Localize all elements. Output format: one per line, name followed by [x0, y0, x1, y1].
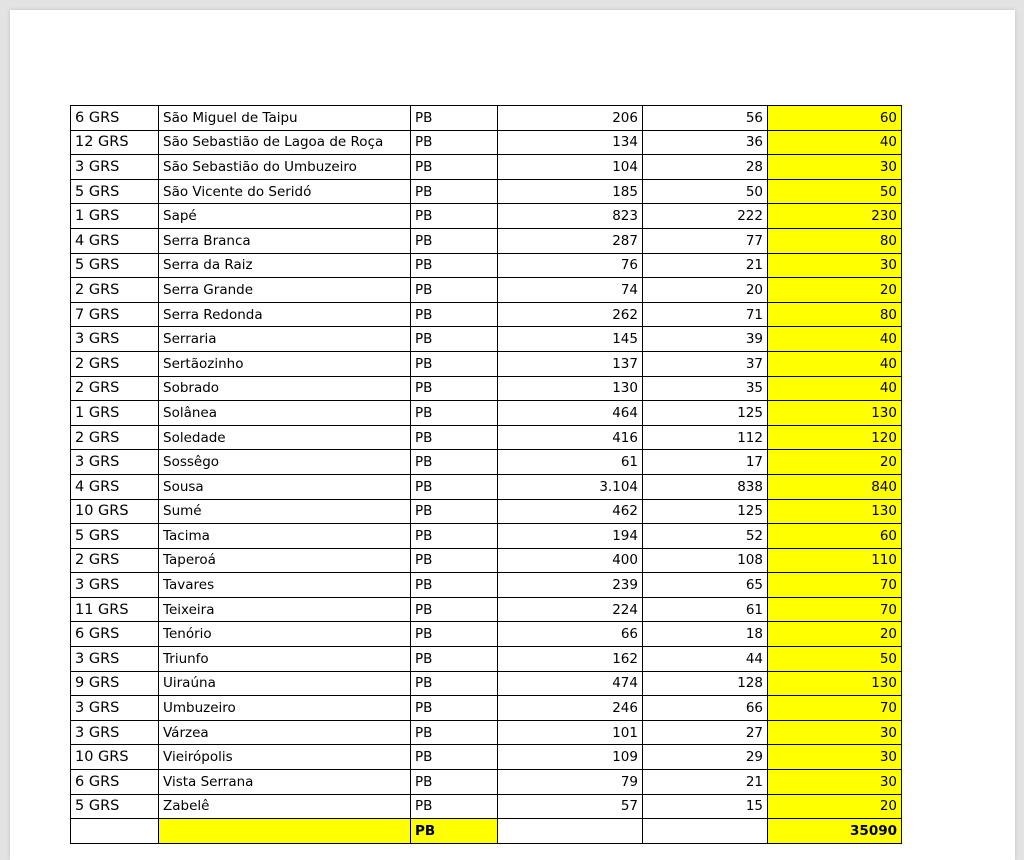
grs-cell: 5 GRS [71, 179, 159, 204]
grs-cell: 3 GRS [71, 450, 159, 475]
state-cell: PB [411, 499, 498, 524]
value2-cell: 77 [643, 228, 768, 253]
grs-cell: 2 GRS [71, 278, 159, 303]
value2-cell: 61 [643, 597, 768, 622]
state-cell: PB [411, 794, 498, 819]
state-cell: PB [411, 720, 498, 745]
value2-cell: 17 [643, 450, 768, 475]
grs-cell: 1 GRS [71, 401, 159, 426]
value3-cell: 20 [768, 450, 902, 475]
value1-cell: 464 [498, 401, 643, 426]
value2-cell: 128 [643, 671, 768, 696]
value2-cell: 56 [643, 106, 768, 131]
value1-cell: 462 [498, 499, 643, 524]
value1-cell: 823 [498, 204, 643, 229]
value1-cell: 130 [498, 376, 643, 401]
value3-cell: 70 [768, 573, 902, 598]
value3-cell: 80 [768, 228, 902, 253]
municipality-cell: Sertãozinho [159, 351, 411, 376]
municipality-cell: Tavares [159, 573, 411, 598]
grs-cell: 2 GRS [71, 548, 159, 573]
table-row [71, 597, 902, 622]
state-cell: PB [411, 647, 498, 672]
value3-cell: 70 [768, 597, 902, 622]
grs-cell: 4 GRS [71, 474, 159, 499]
total-municipality-cell [159, 819, 411, 844]
municipality-cell: Tacima [159, 524, 411, 549]
value3-cell: 130 [768, 401, 902, 426]
value1-cell: 134 [498, 130, 643, 155]
value3-cell: 230 [768, 204, 902, 229]
value1-cell: 400 [498, 548, 643, 573]
table-row [71, 106, 902, 131]
value2-cell: 66 [643, 696, 768, 721]
value1-cell: 206 [498, 106, 643, 131]
state-cell: PB [411, 696, 498, 721]
municipality-cell: Vista Serrana [159, 770, 411, 795]
value1-cell: 57 [498, 794, 643, 819]
value3-cell: 20 [768, 622, 902, 647]
state-cell: PB [411, 425, 498, 450]
value3-cell: 60 [768, 106, 902, 131]
value2-cell: 125 [643, 499, 768, 524]
table-row [71, 720, 902, 745]
value3-cell: 120 [768, 425, 902, 450]
grs-cell: 4 GRS [71, 228, 159, 253]
value2-cell: 37 [643, 351, 768, 376]
grs-cell: 3 GRS [71, 327, 159, 352]
state-cell: PB [411, 548, 498, 573]
municipality-cell: Teixeira [159, 597, 411, 622]
grs-cell: 3 GRS [71, 647, 159, 672]
table-row [71, 671, 902, 696]
value1-cell: 145 [498, 327, 643, 352]
value3-cell: 80 [768, 302, 902, 327]
table-row [71, 425, 902, 450]
state-cell: PB [411, 106, 498, 131]
value1-cell: 101 [498, 720, 643, 745]
value3-cell: 30 [768, 253, 902, 278]
value1-cell: 66 [498, 622, 643, 647]
table-row [71, 204, 902, 229]
value1-cell: 262 [498, 302, 643, 327]
value1-cell: 246 [498, 696, 643, 721]
value1-cell: 162 [498, 647, 643, 672]
state-cell: PB [411, 597, 498, 622]
value1-cell: 287 [498, 228, 643, 253]
municipality-cell: Serra Redonda [159, 302, 411, 327]
table-row [71, 524, 902, 549]
value1-cell: 185 [498, 179, 643, 204]
table-row [71, 351, 902, 376]
value3-cell: 30 [768, 770, 902, 795]
value1-cell: 239 [498, 573, 643, 598]
total-value2-cell [643, 819, 768, 844]
grs-cell: 5 GRS [71, 794, 159, 819]
municipality-cell: Zabelê [159, 794, 411, 819]
value2-cell: 44 [643, 647, 768, 672]
state-cell: PB [411, 155, 498, 180]
value3-cell: 110 [768, 548, 902, 573]
value3-cell: 40 [768, 351, 902, 376]
value2-cell: 18 [643, 622, 768, 647]
table-row [71, 376, 902, 401]
table-row [71, 622, 902, 647]
municipality-cell: Taperoá [159, 548, 411, 573]
municipality-cell: São Vicente do Seridó [159, 179, 411, 204]
state-cell: PB [411, 474, 498, 499]
municipality-cell: São Miguel de Taipu [159, 106, 411, 131]
state-cell: PB [411, 228, 498, 253]
state-cell: PB [411, 450, 498, 475]
value2-cell: 20 [643, 278, 768, 303]
total-value1-cell [498, 819, 643, 844]
municipality-cell: São Sebastião do Umbuzeiro [159, 155, 411, 180]
value1-cell: 474 [498, 671, 643, 696]
table-row [71, 179, 902, 204]
table-row [71, 548, 902, 573]
state-cell: PB [411, 401, 498, 426]
municipality-cell: Serra Branca [159, 228, 411, 253]
value3-cell: 20 [768, 278, 902, 303]
grs-cell: 9 GRS [71, 671, 159, 696]
table-row [71, 450, 902, 475]
value2-cell: 35 [643, 376, 768, 401]
municipality-cell: Tenório [159, 622, 411, 647]
value2-cell: 21 [643, 770, 768, 795]
state-cell: PB [411, 327, 498, 352]
value1-cell: 79 [498, 770, 643, 795]
value1-cell: 74 [498, 278, 643, 303]
table-row [71, 696, 902, 721]
state-cell: PB [411, 351, 498, 376]
grs-cell: 2 GRS [71, 376, 159, 401]
state-cell: PB [411, 253, 498, 278]
value2-cell: 125 [643, 401, 768, 426]
value2-cell: 50 [643, 179, 768, 204]
total-row [71, 819, 902, 844]
table-row [71, 278, 902, 303]
municipality-cell: Triunfo [159, 647, 411, 672]
grs-cell: 3 GRS [71, 696, 159, 721]
value2-cell: 29 [643, 745, 768, 770]
table-row [71, 155, 902, 180]
value3-cell: 60 [768, 524, 902, 549]
state-cell: PB [411, 130, 498, 155]
table-row [71, 499, 902, 524]
value2-cell: 39 [643, 327, 768, 352]
value3-cell: 30 [768, 720, 902, 745]
table-row [71, 474, 902, 499]
value2-cell: 222 [643, 204, 768, 229]
grs-cell: 2 GRS [71, 425, 159, 450]
grs-cell: 7 GRS [71, 302, 159, 327]
total-state-cell: PB [411, 819, 498, 844]
value1-cell: 416 [498, 425, 643, 450]
municipality-cell: São Sebastião de Lagoa de Roça [159, 130, 411, 155]
table-row [71, 327, 902, 352]
municipality-cell: Sapé [159, 204, 411, 229]
table-row [71, 745, 902, 770]
municipality-cell: Várzea [159, 720, 411, 745]
grs-cell: 12 GRS [71, 130, 159, 155]
value3-cell: 130 [768, 671, 902, 696]
municipality-cell: Sousa [159, 474, 411, 499]
table-row [71, 228, 902, 253]
value3-cell: 70 [768, 696, 902, 721]
value3-cell: 20 [768, 794, 902, 819]
grs-cell: 3 GRS [71, 573, 159, 598]
value2-cell: 108 [643, 548, 768, 573]
grs-cell: 10 GRS [71, 745, 159, 770]
value1-cell: 109 [498, 745, 643, 770]
state-cell: PB [411, 179, 498, 204]
value2-cell: 15 [643, 794, 768, 819]
value3-cell: 130 [768, 499, 902, 524]
grs-cell: 10 GRS [71, 499, 159, 524]
value2-cell: 112 [643, 425, 768, 450]
value3-cell: 30 [768, 155, 902, 180]
value1-cell: 3.104 [498, 474, 643, 499]
value2-cell: 27 [643, 720, 768, 745]
municipality-cell: Serraria [159, 327, 411, 352]
grs-cell: 2 GRS [71, 351, 159, 376]
value2-cell: 28 [643, 155, 768, 180]
grs-cell: 1 GRS [71, 204, 159, 229]
state-cell: PB [411, 376, 498, 401]
table-row [71, 573, 902, 598]
value3-cell: 30 [768, 745, 902, 770]
state-cell: PB [411, 745, 498, 770]
table-row [71, 253, 902, 278]
grs-cell: 6 GRS [71, 770, 159, 795]
table-row [71, 401, 902, 426]
grs-cell: 3 GRS [71, 720, 159, 745]
municipality-cell: Serra da Raiz [159, 253, 411, 278]
state-cell: PB [411, 573, 498, 598]
municipality-cell: Sumé [159, 499, 411, 524]
grs-cell: 6 GRS [71, 622, 159, 647]
value2-cell: 838 [643, 474, 768, 499]
state-cell: PB [411, 278, 498, 303]
state-cell: PB [411, 204, 498, 229]
municipality-cell: Serra Grande [159, 278, 411, 303]
value3-cell: 50 [768, 647, 902, 672]
municipality-cell: Soledade [159, 425, 411, 450]
grs-cell: 6 GRS [71, 106, 159, 131]
table-row [71, 130, 902, 155]
value3-cell: 840 [768, 474, 902, 499]
state-cell: PB [411, 524, 498, 549]
total-grs-cell [71, 819, 159, 844]
value3-cell: 50 [768, 179, 902, 204]
document-page [10, 10, 1015, 860]
municipality-cell: Vieirópolis [159, 745, 411, 770]
total-value3-cell: 35090 [768, 819, 902, 844]
value2-cell: 71 [643, 302, 768, 327]
state-cell: PB [411, 622, 498, 647]
value2-cell: 36 [643, 130, 768, 155]
value3-cell: 40 [768, 327, 902, 352]
table-row [71, 647, 902, 672]
grs-cell: 5 GRS [71, 524, 159, 549]
table-body [71, 106, 902, 844]
value1-cell: 104 [498, 155, 643, 180]
value2-cell: 21 [643, 253, 768, 278]
value3-cell: 40 [768, 376, 902, 401]
value1-cell: 76 [498, 253, 643, 278]
state-cell: PB [411, 302, 498, 327]
municipality-cell: Uiraúna [159, 671, 411, 696]
municipality-cell: Solânea [159, 401, 411, 426]
municipality-cell: Sobrado [159, 376, 411, 401]
grs-cell: 5 GRS [71, 253, 159, 278]
value2-cell: 52 [643, 524, 768, 549]
value1-cell: 224 [498, 597, 643, 622]
state-cell: PB [411, 770, 498, 795]
value2-cell: 65 [643, 573, 768, 598]
table-row [71, 794, 902, 819]
value1-cell: 61 [498, 450, 643, 475]
grs-cell: 3 GRS [71, 155, 159, 180]
municipality-table [70, 105, 902, 844]
value3-cell: 40 [768, 130, 902, 155]
value1-cell: 194 [498, 524, 643, 549]
municipality-cell: Umbuzeiro [159, 696, 411, 721]
value1-cell: 137 [498, 351, 643, 376]
state-cell: PB [411, 671, 498, 696]
table-row [71, 770, 902, 795]
table-row [71, 302, 902, 327]
municipality-cell: Sossêgo [159, 450, 411, 475]
grs-cell: 11 GRS [71, 597, 159, 622]
